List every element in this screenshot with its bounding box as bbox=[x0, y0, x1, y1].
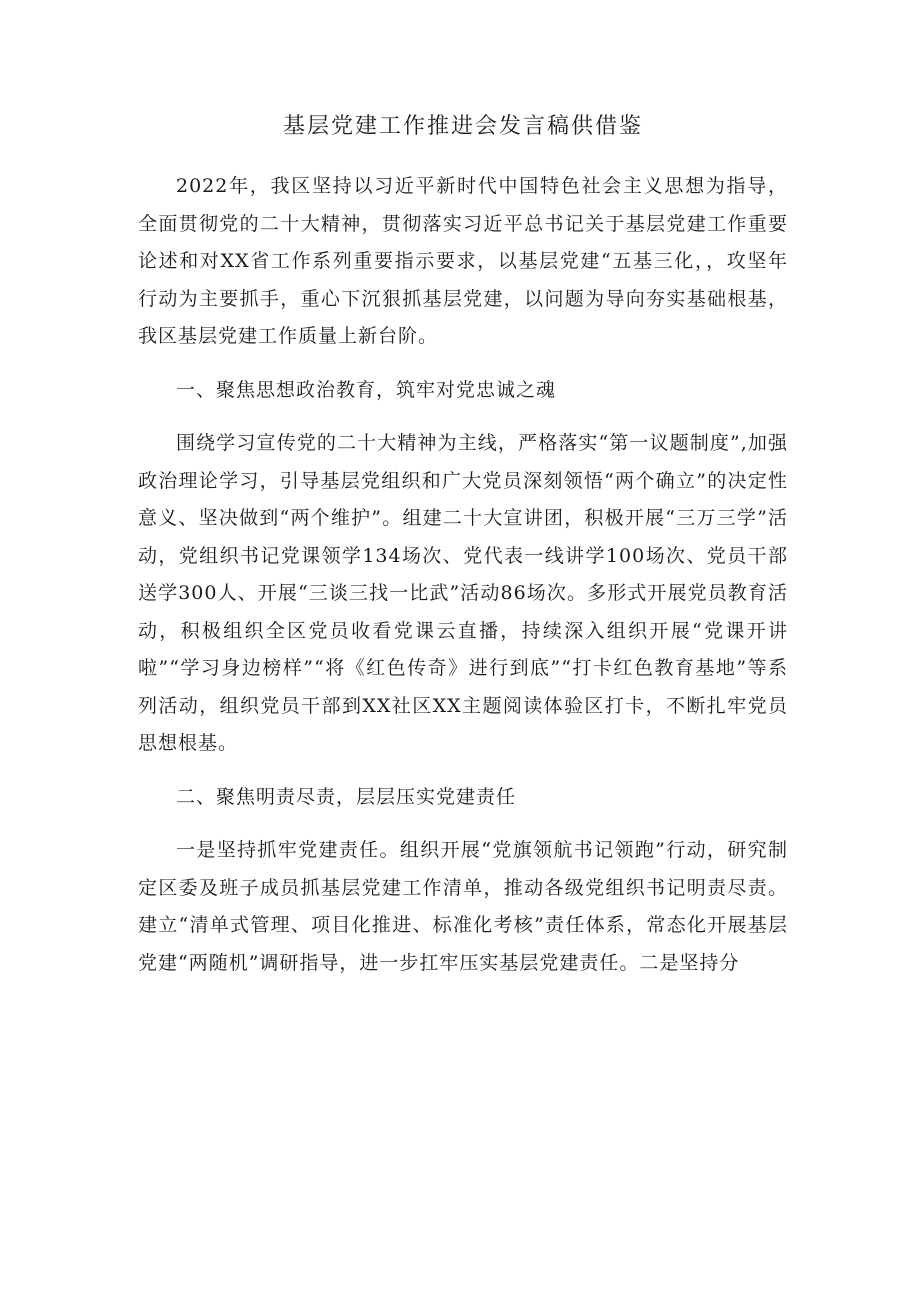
document-title: 基层党建工作推进会发言稿供借鉴 bbox=[282, 114, 643, 139]
document-page bbox=[138, 110, 788, 998]
section-2-heading: 二、聚焦明责尽责，层层压实党建责任 bbox=[176, 785, 517, 808]
section-1-heading: 一、聚焦思想政治教育，筑牢对党忠诚之魂 bbox=[176, 378, 557, 401]
intro-paragraph: 2022年，我区坚持以习近平新时代中国特色社会主义思想为指导，全面贯彻党的二十大精神，贯彻落实习近平总书记关于基层党建工作重要论述和对XX省工作系列重要指示要求，以基层党建“五基三化，，攻坚年行动为主要抓手，重心下沉狠抓基层党建，以问题为导向夯实基础根基，我区基层党建工作质量上新台阶。 bbox=[138, 175, 788, 347]
section-1-paragraph: 围绕学习宣传党的二十大精神为主线，严格落实“第一议题制度”,加强政治理论学习，引导基层党组织和广大党员深刻领悟“两个确立”的决定性意义、坚决做到“两个维护”。组建二十大宣讲团，积极开展“三万三学”活动，党组织书记党课领学134场次、党代表一线讲学100场次、党员干部送学300人、开展“三谈三找一比武”活动86场次。多形式开展党员教育活动，积极组织全区党员收看党课云直播，持续深入组织开展“党课开讲啦”“学习身边榜样”“将《红色传奇》进行到底”“打卡红色教育基地”等系列活动，组织党员干部到XX社区XX主题阅读体验区打卡，不断扎牢党员思想根基。 bbox=[138, 432, 788, 754]
section-2-paragraph: 一是坚持抓牢党建责任。组织开展“党旗领航书记领跑”行动，研究制定区委及班子成员抓基层党建工作清单，推动各级党组织书记明责尽责。建立“清单式管理、项目化推进、标准化考核”责任体系，常态化开展基层党建“两随机”调研指导，进一步扛牢压实基层党建责任。二是坚持分 bbox=[138, 839, 788, 974]
